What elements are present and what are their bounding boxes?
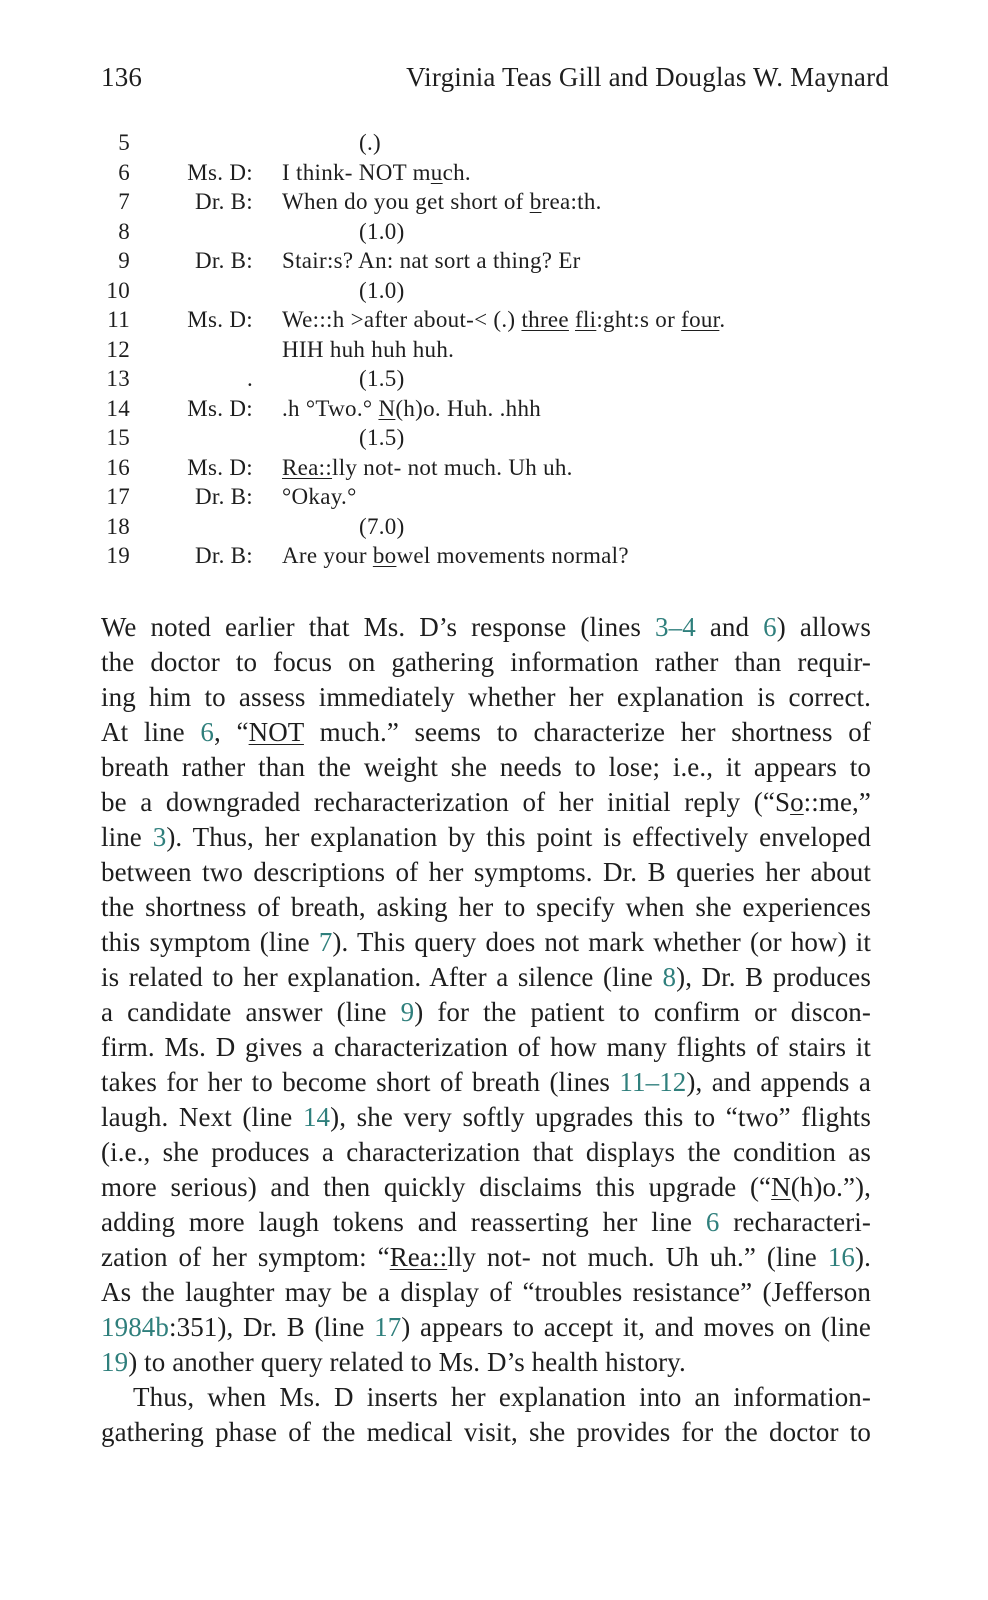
paragraph-2 xyxy=(101,1380,871,1450)
text-line: is related to her explanation. After a silence (line 8), Dr. B produces xyxy=(101,962,871,992)
text-line: between two descriptions of her symptoms. Dr. B queries her about xyxy=(101,857,871,887)
text-line: (i.e., she produces a characterization that displays the condition as xyxy=(101,1137,871,1167)
transcript-line xyxy=(95,394,725,424)
text-line: We noted earlier that Ms. D’s response (lines 3–4 and 6) allows xyxy=(101,612,871,642)
page-number: 136 xyxy=(101,62,143,92)
body-text xyxy=(101,610,871,1450)
speaker-label: Dr. B: xyxy=(194,543,253,568)
transcript-line xyxy=(95,305,725,335)
text-line: firm. Ms. D gives a characterization of how many flights of stairs it xyxy=(101,1032,871,1062)
line-number: 16 xyxy=(106,454,130,480)
line-reference[interactable]: 8 xyxy=(662,962,677,992)
line-reference[interactable]: 6 xyxy=(705,1207,720,1237)
text-line: 1984b:351), Dr. B (line 17) appears to accept it, and moves on (line xyxy=(101,1312,871,1342)
text-line: takes for her to become short of breath (lines 11–12), and appends a xyxy=(101,1067,871,1097)
text-line: more serious) and then quickly disclaims this upgrade (“N(h)o.”), xyxy=(101,1172,871,1202)
line-reference[interactable]: 6 xyxy=(763,612,777,642)
transcript-line xyxy=(95,276,725,306)
transcript-line xyxy=(95,453,725,483)
transcript-excerpt xyxy=(95,128,725,571)
text-line: laugh. Next (line 14), she very softly upgrades this to “two” flights xyxy=(101,1102,872,1132)
speaker-label: Ms. D: xyxy=(187,307,253,332)
text-line: this symptom (line 7). This query does not mark whether (or how) it xyxy=(101,927,871,957)
pause-timing: (1.0) xyxy=(359,218,405,244)
pause-timing: (1.5) xyxy=(359,366,405,391)
transcript-line xyxy=(95,128,725,158)
speaker-label xyxy=(130,335,253,365)
transcript-line xyxy=(95,482,725,512)
text-line: a candidate answer (line 9) for the patient to confirm or discon- xyxy=(101,997,871,1027)
line-reference[interactable]: 3–4 xyxy=(655,612,696,642)
text-line: ing him to assess immediately whether her explanation is correct. xyxy=(101,682,871,712)
speaker-label xyxy=(130,217,253,247)
speaker-label: Ms. D: xyxy=(187,159,253,185)
text-line: the doctor to focus on gathering information rather than requir- xyxy=(101,647,871,677)
line-number: 12 xyxy=(106,336,130,362)
line-reference[interactable]: 19 xyxy=(101,1347,129,1377)
line-reference[interactable]: 17 xyxy=(374,1312,402,1342)
paragraph-1 xyxy=(101,610,871,1380)
line-number: 15 xyxy=(106,425,130,450)
line-number: 14 xyxy=(106,395,130,421)
utterance: .h °Two.° N(h)o. Huh. .hhh xyxy=(282,395,542,421)
utterance: We:::h >after about-< (.) three fli:ght:s or four. xyxy=(282,307,726,332)
pause-timing: (1.5) xyxy=(359,425,405,450)
line-number: 6 xyxy=(118,159,130,185)
line-number: 19 xyxy=(106,543,130,568)
text-line: the shortness of breath, asking her to specify when she experiences xyxy=(101,892,871,922)
text-line: At line 6, “NOT much.” seems to characterize her shortness of xyxy=(101,717,871,747)
line-reference[interactable]: 16 xyxy=(827,1242,856,1272)
pause-timing: (1.0) xyxy=(359,277,405,303)
text-line: be a downgraded recharacterization of her initial reply (“So::me,” xyxy=(101,787,871,817)
speaker-label: . xyxy=(246,366,253,391)
citation-link[interactable]: 1984b xyxy=(101,1312,169,1342)
line-reference[interactable]: 7 xyxy=(318,927,333,957)
transcript-line xyxy=(95,158,725,188)
text-line: Thus, when Ms. D inserts her explanation into an information- xyxy=(133,1382,871,1412)
pause-timing: (.) xyxy=(359,130,381,155)
pause-timing: (7.0) xyxy=(359,513,405,539)
text-line: line 3). Thus, her explanation by this point is effectively enveloped xyxy=(101,822,871,852)
text-line: 19) to another query related to Ms. D’s health history. xyxy=(101,1347,686,1377)
utterance: Stair:s? An: nat sort a thing? Er xyxy=(282,248,581,273)
line-reference[interactable]: 11–12 xyxy=(619,1067,687,1097)
transcript-line xyxy=(95,512,725,542)
utterance: Rea::lly not- not much. Uh uh. xyxy=(282,454,573,480)
utterance: HIH huh huh huh. xyxy=(282,336,455,362)
line-number: 17 xyxy=(106,484,130,509)
running-title: Virginia Teas Gill and Douglas W. Maynard xyxy=(406,62,889,92)
speaker-label: Ms. D: xyxy=(187,395,253,421)
speaker-label xyxy=(130,128,253,158)
speaker-label: Dr. B: xyxy=(194,248,253,273)
utterance: I think- NOT much. xyxy=(282,159,471,185)
line-number: 10 xyxy=(106,277,130,303)
line-reference[interactable]: 3 xyxy=(152,822,167,852)
line-number: 5 xyxy=(118,130,130,155)
page-header xyxy=(101,62,889,93)
text-line: adding more laugh tokens and reasserting her line 6 recharacteri- xyxy=(101,1207,871,1237)
utterance: Are your bowel movements normal? xyxy=(282,543,629,568)
line-number: 13 xyxy=(106,366,130,391)
speaker-label: Ms. D: xyxy=(187,454,253,480)
transcript-line xyxy=(95,217,725,247)
speaker-label xyxy=(130,512,253,542)
transcript-line xyxy=(95,187,725,217)
utterance: °Okay.° xyxy=(282,484,357,509)
utterance: When do you get short of brea:th. xyxy=(282,189,602,214)
line-number: 8 xyxy=(118,218,130,244)
speaker-label: Dr. B: xyxy=(194,484,253,509)
transcript-line xyxy=(95,246,725,276)
text-line: As the laughter may be a display of “troubles resistance” (Jefferson xyxy=(101,1277,871,1307)
line-reference[interactable]: 9 xyxy=(400,997,415,1027)
transcript-line xyxy=(95,364,725,394)
line-number: 11 xyxy=(107,307,130,332)
transcript-line xyxy=(95,423,725,453)
speaker-label xyxy=(130,423,253,453)
speaker-label xyxy=(130,276,253,306)
line-number: 18 xyxy=(106,513,130,539)
transcript-line xyxy=(95,541,725,571)
line-number: 7 xyxy=(118,189,130,214)
text-line: breath rather than the weight she needs to lose; i.e., it appears to xyxy=(101,752,871,782)
speaker-label: Dr. B: xyxy=(194,189,253,214)
line-reference[interactable]: 6 xyxy=(200,717,215,747)
line-reference[interactable]: 14 xyxy=(302,1102,331,1132)
text-line: gathering phase of the medical visit, she provides for the doctor to xyxy=(101,1417,871,1447)
line-number: 9 xyxy=(118,248,130,273)
text-line: zation of her symptom: “Rea::lly not- not much. Uh uh.” (line 16). xyxy=(101,1242,871,1272)
transcript-line xyxy=(95,335,725,365)
